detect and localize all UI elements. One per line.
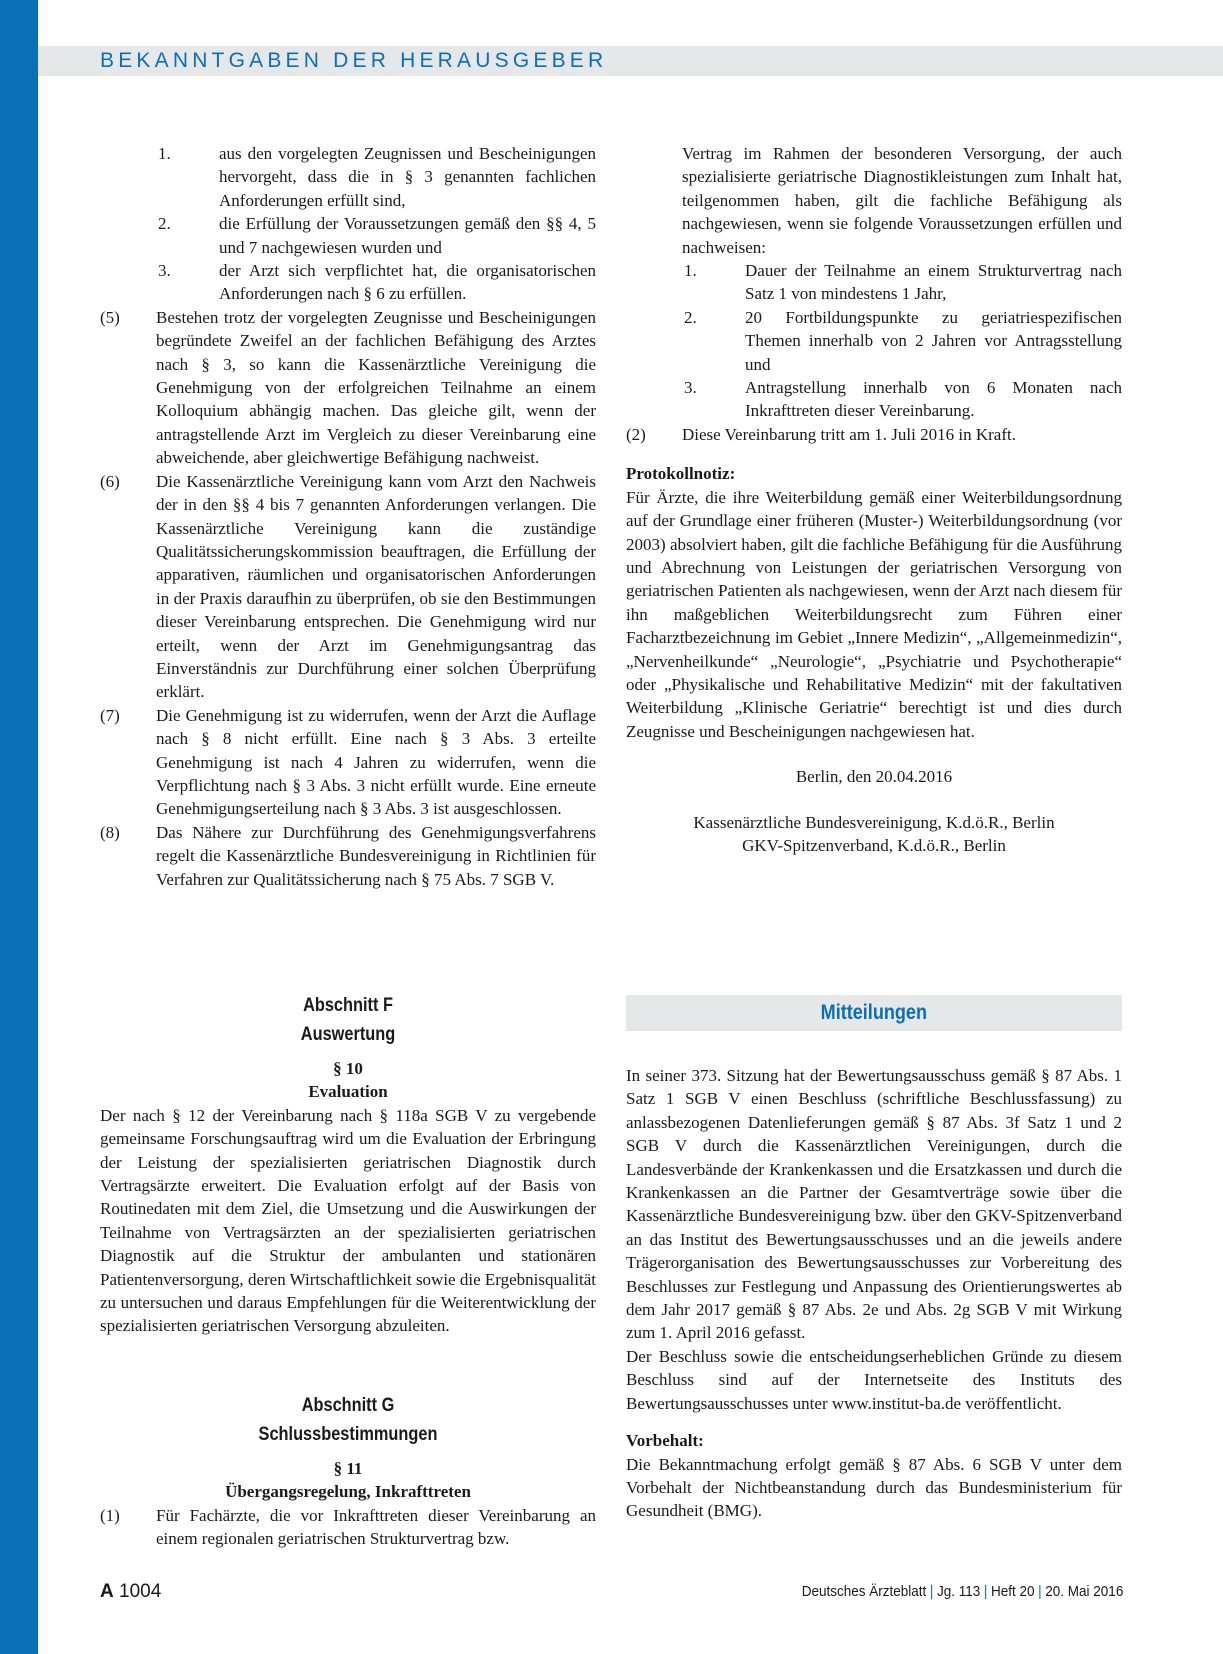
list-item — [684, 306, 1122, 376]
list-item — [158, 212, 596, 259]
sidebar-accent-stripe — [0, 0, 38, 1654]
journal-date: 20. Mai 2016 — [1044, 1583, 1123, 1600]
paragraph-number: (6) — [100, 471, 120, 491]
paragraph-text: Bestehen trotz der vorgelegten Zeugnisse und Bescheinigungen begründete Zweifel an der fachlichen Befähigung des Arztes nach § 3, so kann die Kassenärztliche Vereinigung die Genehmigung von der erfolgreichen Teilnahme an einem Kolloquium abhängig machen. Das gleiche gilt, wenn der antragstellende Arzt im Vergleich zu dieser Vereinbarung eine abweichende, aber gleichwertige Befähigung nachweist. — [156, 307, 596, 468]
list-item-text: Dauer der Teilnahme an einem Strukturvertrag nach Satz 1 von mindestens 1 Jahr, — [745, 261, 1122, 304]
evaluation-text: Der nach § 12 der Vereinbarung nach § 118a SGB V zu vergebende gemeinsame Forschungsauftrag wird um die Evaluation der Erbringung der Leistung der spezialisierten geriatrischen Diagnostik durch Vertragsärzte erweitert. Die Evaluation erfolgt auf der Basis von Routinedaten mit dem Ziel, die Umsetzung und die Auswirkungen der Teilnahme von Vertragsärzten an der spezialisierten geriatrischen Diagnostik auf die Struktur der ambulanten und stationären Patientenversorgung, deren Wirtschaftlichkeit sowie die Ergebnisqualität zu untersuchen und daraus Empfehlungen für die Weiterentwicklung der spezialisierten geriatrischen Versorgung abzuleiten. — [100, 1105, 596, 1336]
conditions-list — [626, 259, 1122, 423]
mitteilungen-section — [626, 1064, 1122, 1523]
section-g — [100, 1391, 596, 1551]
list-item-number: 2. — [158, 214, 171, 234]
paragraph-10-title: Evaluation — [308, 1082, 388, 1102]
list-item-text: der Arzt sich verpflichtet hat, die organisatorischen Anforderungen nach § 6 zu erfüllen. — [219, 261, 596, 304]
paragraph-item — [100, 306, 596, 470]
paragraph-text: Für Fachärzte, die vor Inkrafttreten dieser Vereinbarung an einem regionalen geriatrischen Strukturvertrag bzw. — [156, 1505, 596, 1549]
journal-volume: Jg. 113 — [936, 1583, 980, 1600]
paragraph-item — [100, 470, 596, 704]
list-item-text: aus den vorgelegten Zeugnissen und Bescheinigungen hervorgeht, dass die in § 3 genannten fachlichen Anforderungen erfüllt sind, — [219, 144, 596, 210]
vorbehalt-text: Die Bekanntmachung erfolgt gemäß § 87 Abs. 6 SGB V unter dem Vorbehalt der Nichtbeanstandung durch das Bundesministerium für Gesundheit (BMG). — [626, 1454, 1122, 1521]
vorbehalt-heading: Vorbehalt: — [626, 1431, 704, 1451]
paragraph-item — [100, 1504, 596, 1551]
list-item — [684, 259, 1122, 306]
paragraph-number: (1) — [100, 1505, 120, 1525]
list-item-text: Antragstellung innerhalb von 6 Monaten nach Inkrafttreten dieser Vereinbarung. — [745, 378, 1122, 421]
paragraph-item — [100, 821, 596, 891]
continuation-text: Vertrag im Rahmen der besonderen Versorgung, der auch spezialisierte geriatrische Diagnostikleistungen zum Inhalt hat, teilgenommen haben, gilt die fachliche Befähigung als nachgewiesen, wenn sie folgende Voraussetzungen erfüllen und nachweisen: — [682, 144, 1122, 257]
paragraph-list — [626, 423, 1122, 446]
paragraph-11-title: Übergangsregelung, Inkrafttreten — [225, 1482, 471, 1502]
list-item — [158, 142, 596, 212]
paragraph-item — [100, 704, 596, 821]
page-number — [100, 1581, 161, 1603]
mitteilungen-paragraph: Der Beschluss sowie die entscheidungserheblichen Gründe zu diesem Beschluss sind auf der Internetseite des Instituts des Bewertungsausschusses unter www.institut-ba.de veröffentlicht. — [626, 1346, 1122, 1413]
place-date: Berlin, den 20.04.2016 — [795, 767, 953, 787]
approval-conditions-list — [100, 142, 596, 306]
mitteilungen-heading-bar — [626, 995, 1122, 1031]
paragraph-text: Die Kassenärztliche Vereinigung kann vom Arzt den Nachweis der in den §§ 4 bis 7 genannten Anforderungen verlangen. Die Kassenärztliche Vereinigung kann die zuständige Qualitätssicherungskommission beauftragen, die Erfüllung der apparativen, räumlichen und organisatorischen Anforderungen in der Praxis daraufhin zu überprüfen, ob sie den Bestimmungen dieser Vereinbarung entsprechen. Die Genehmigung wird nur erteilt, wenn der Arzt im Genehmigungsantrag das Einverständnis zur Durchführung einer solchen Überprüfung erklärt. — [156, 471, 596, 702]
page-prefix: A — [100, 1581, 114, 1602]
list-item — [684, 376, 1122, 423]
list-item-text: die Erfüllung der Voraussetzungen gemäß den §§ 4, 5 und 7 nachgewiesen wurden und — [219, 214, 596, 257]
left-column-top — [100, 142, 596, 891]
paragraph-text: Die Genehmigung ist zu widerrufen, wenn der Arzt die Auflage nach § 8 nicht erfüllt. Eine nach § 3 Abs. 3 erteilte Genehmigung ist nach 4 Jahren zu widerrufen, wenn die Verpflichtung nach § 3 Abs. 3 nicht erfüllt wurde. Eine erneute Genehmigungserteilung nach § 3 Abs. 3 ist ausgeschlossen. — [156, 705, 596, 819]
header-title: BEKANNTGABEN DER HERAUSGEBER — [100, 49, 608, 72]
protokoll-text: Für Ärzte, die ihre Weiterbildung gemäß einer Weiterbildungsordnung auf der Grundlage einer früheren (Muster-) Weiterbildungsordnung (vor 2003) absolviert haben, gilt die fachliche Befähigung für die Ausführung und Abrechnung von Leistungen der geriatrischen Versorgung von geriatrischen Patienten als nachgewiesen, wenn der Arzt nach diesem für ihn maßgeblichen Weiterbildungsrecht zum Führen einer Facharztbezeichnung im Gebiet „Innere Medizin“, „Allgemeinmedizin“, „Nervenheilkunde“ „Neurologie“, „Psychiatrie und Psychotherapie“ oder „Physikalische und Rehabilitative Medizin“ mit der fakultativen Weiterbildung „Klinische Geriatrie“ berechtigt ist und dies durch Zeugnisse und Bescheinigungen nachgewiesen hat. — [626, 487, 1122, 741]
section-f — [100, 991, 596, 1338]
paragraph-10-number: § 10 — [333, 1059, 363, 1078]
paragraph-list — [100, 306, 596, 891]
journal-issue: Heft 20 — [990, 1583, 1035, 1600]
mitteilungen-paragraph: In seiner 373. Sitzung hat der Bewertungsausschuss gemäß § 87 Abs. 1 Satz 1 SGB V einen Beschluss (schriftliche Beschlussfassung) zu anlassbezogenen Datenlieferungen gemäß § 87 Abs. 3f Satz 1 und 2 SGB V durch die Kassenärztlichen Vereinigungen, durch die Landesverbände der Krankenkassen und die Ersatzkassen und durch die Krankenkassen an die Partner der Gesamtverträge sowie über die Kassenärztliche Bundesvereinigung bzw. über den GKV-Spitzenverband an das Institut des Bewertungsausschusses und an die jeweils andere Trägerorganisation des Bewertungsausschusses zur Vorbereitung des Beschlusses zur Festlegung und Anpassung des Orientierungswertes ab dem Jahr 2017 gemäß § 87 Abs. 2e und Abs. 2g SGB V mit Wirkung zum 1. April 2016 gefasst. — [626, 1066, 1122, 1343]
paragraph-11-number: § 11 — [333, 1459, 363, 1478]
protokoll-heading: Protokollnotiz: — [626, 464, 736, 484]
section-f-title: Abschnitt F — [303, 995, 393, 1016]
paragraph-number: (5) — [100, 307, 120, 327]
signatory-gkv: GKV-Spitzenverband, K.d.ö.R., Berlin — [742, 835, 1006, 855]
paragraph-item — [626, 423, 1122, 446]
journal-info: Deutsches Ärzteblatt | Jg. 113 | Heft 20 | 20. Mai 2016 — [801, 1583, 1123, 1600]
journal-name: Deutsches Ärzteblatt — [801, 1583, 926, 1600]
paragraph-number: (8) — [100, 822, 120, 842]
section-f-subtitle: Auswertung — [300, 1024, 396, 1045]
list-item-number: 3. — [684, 378, 697, 398]
paragraph-number: (7) — [100, 705, 120, 725]
list-item-number: 1. — [684, 261, 697, 281]
signatory-kbv: Kassenärztliche Bundesvereinigung, K.d.ö.R., Berlin — [693, 812, 1055, 832]
paragraph-number: (2) — [626, 424, 646, 444]
page-number-value: 1004 — [119, 1581, 162, 1602]
paragraph-list — [100, 1504, 596, 1551]
paragraph-text: Das Nähere zur Durchführung des Genehmigungsverfahrens regelt die Kassenärztliche Bundesvereinigung in Richtlinien für Verfahren zur Qualitätssicherung nach § 75 Abs. 7 SGB V. — [156, 822, 596, 889]
list-item-number: 2. — [684, 307, 697, 327]
mitteilungen-title: Mitteilungen — [820, 1001, 928, 1024]
list-item-text: 20 Fortbildungspunkte zu geriatriespezifischen Themen innerhalb von 2 Jahren vor Antragsstellung und — [745, 307, 1122, 374]
paragraph-text: Diese Vereinbarung tritt am 1. Juli 2016 in Kraft. — [682, 424, 1016, 444]
section-g-subtitle: Schlussbestimmungen — [258, 1424, 438, 1445]
right-column-top — [626, 142, 1122, 857]
list-item — [158, 259, 596, 306]
section-g-title: Abschnitt G — [301, 1395, 395, 1416]
list-item-number: 1. — [158, 144, 171, 163]
list-item-number: 3. — [158, 261, 171, 281]
